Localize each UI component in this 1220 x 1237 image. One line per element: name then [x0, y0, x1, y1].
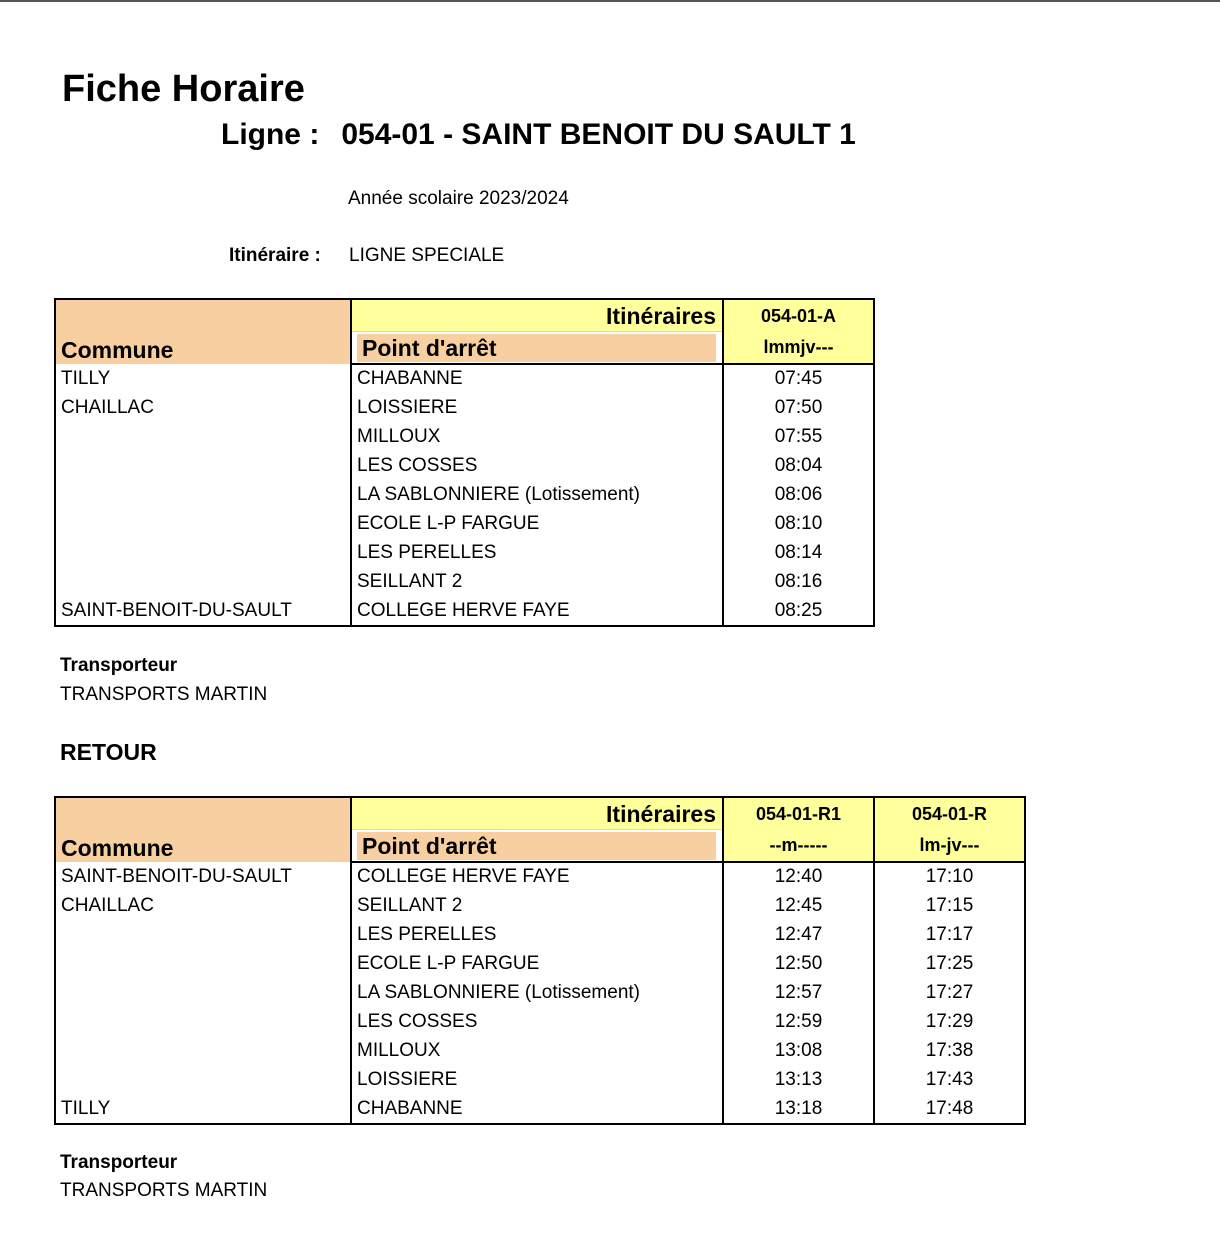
time-cell: 12:59: [723, 1007, 874, 1036]
header-row-1: [55, 797, 1025, 830]
commune-cell: [55, 1007, 351, 1036]
table-row: [55, 950, 1025, 979]
stop-cell: COLLEGE HERVE FAYE: [351, 862, 723, 892]
commune-cell: [55, 567, 351, 596]
commune-cell: [55, 979, 351, 1008]
stop-cell: LES COSSES: [351, 452, 723, 481]
time-cell: 08:16: [723, 567, 874, 596]
time-cell: 17:15: [874, 892, 1025, 921]
time-cell: 08:10: [723, 509, 874, 538]
table-row: [55, 538, 874, 567]
stop-cell: LES PERELLES: [351, 538, 723, 567]
time-cell: 17:43: [874, 1065, 1025, 1094]
table-row: [55, 596, 874, 626]
stop-cell: CHABANNE: [351, 1094, 723, 1124]
stop-cell: SEILLANT 2: [351, 567, 723, 596]
time-cell: 17:48: [874, 1094, 1025, 1124]
stop-cell: LES COSSES: [351, 1007, 723, 1036]
table-row: [55, 394, 874, 423]
commune-cell: [55, 1065, 351, 1094]
header-point-cell: [351, 830, 723, 863]
time-cell: 17:10: [874, 862, 1025, 892]
time-cell: 17:27: [874, 979, 1025, 1008]
stop-cell: MILLOUX: [351, 1036, 723, 1065]
time-cell: 07:50: [723, 394, 874, 423]
commune-cell: [55, 950, 351, 979]
page-title: Fiche Horaire: [62, 68, 305, 110]
table-row: [55, 567, 874, 596]
time-cell: 17:38: [874, 1036, 1025, 1065]
stop-cell: MILLOUX: [351, 423, 723, 452]
carrier-label-aller: Transporteur: [60, 655, 178, 676]
commune-cell: CHAILLAC: [55, 394, 351, 423]
time-cell: 13:08: [723, 1036, 874, 1065]
time-cell: 12:47: [723, 921, 874, 950]
table-row: [55, 1065, 1025, 1094]
header-commune: Commune: [55, 299, 351, 364]
stop-cell: LA SABLONNIERE (Lotissement): [351, 481, 723, 510]
commune-cell: [55, 1036, 351, 1065]
time-cell: 13:13: [723, 1065, 874, 1094]
itinerary-value: LIGNE SPECIALE: [349, 245, 505, 266]
return-heading: RETOUR: [60, 739, 157, 765]
time-cell: 07:45: [723, 364, 874, 394]
time-cell: 12:50: [723, 950, 874, 979]
time-cell: 08:04: [723, 452, 874, 481]
commune-cell: TILLY: [55, 364, 351, 394]
line-heading: [221, 118, 856, 152]
stop-cell: SEILLANT 2: [351, 892, 723, 921]
header-point-cell: [351, 332, 723, 365]
table-row: [55, 481, 874, 510]
commune-cell: CHAILLAC: [55, 892, 351, 921]
route-days: lmmjv---: [723, 332, 874, 365]
commune-cell: [55, 921, 351, 950]
route-days: --m-----: [723, 830, 874, 863]
schedule-table-aller: [54, 298, 875, 627]
schedule-table-retour: [54, 796, 1026, 1125]
table-row: [55, 921, 1025, 950]
commune-cell: SAINT-BENOIT-DU-SAULT: [55, 862, 351, 892]
time-cell: 17:25: [874, 950, 1025, 979]
table-row: [55, 892, 1025, 921]
table-row: [55, 452, 874, 481]
carrier-value-aller: TRANSPORTS MARTIN: [60, 684, 268, 705]
header-itineraires: Itinéraires: [351, 299, 723, 332]
table-row: [55, 509, 874, 538]
time-cell: 08:14: [723, 538, 874, 567]
line-value: 054-01 - SAINT BENOIT DU SAULT 1: [341, 118, 856, 151]
commune-cell: [55, 509, 351, 538]
time-cell: 13:18: [723, 1094, 874, 1124]
route-code: 054-01-R1: [723, 797, 874, 830]
stop-cell: COLLEGE HERVE FAYE: [351, 596, 723, 626]
time-cell: 07:55: [723, 423, 874, 452]
table-row: [55, 862, 1025, 892]
table-row: [55, 979, 1025, 1008]
stop-cell: LOISSIERE: [351, 394, 723, 423]
itinerary-label: Itinéraire :: [229, 245, 321, 266]
stop-cell: ECOLE L-P FARGUE: [351, 509, 723, 538]
commune-cell: [55, 423, 351, 452]
stop-cell: CHABANNE: [351, 364, 723, 394]
commune-cell: TILLY: [55, 1094, 351, 1124]
time-cell: 12:40: [723, 862, 874, 892]
route-code: 054-01-A: [723, 299, 874, 332]
stop-cell: LOISSIERE: [351, 1065, 723, 1094]
top-border: [0, 0, 1220, 2]
time-cell: 17:17: [874, 921, 1025, 950]
table-row: [55, 1007, 1025, 1036]
school-year: Année scolaire 2023/2024: [348, 188, 569, 209]
route-code: 054-01-R: [874, 797, 1025, 830]
header-row-1: [55, 299, 874, 332]
carrier-label-retour: Transporteur: [60, 1152, 178, 1173]
route-days: lm-jv---: [874, 830, 1025, 863]
carrier-value-retour: TRANSPORTS MARTIN: [60, 1180, 268, 1201]
header-point: Point d'arrêt: [357, 832, 716, 860]
commune-cell: [55, 452, 351, 481]
table-row: [55, 1036, 1025, 1065]
table-row: [55, 423, 874, 452]
header-itineraires: Itinéraires: [351, 797, 723, 830]
commune-cell: SAINT-BENOIT-DU-SAULT: [55, 596, 351, 626]
stop-cell: ECOLE L-P FARGUE: [351, 950, 723, 979]
stop-cell: LA SABLONNIERE (Lotissement): [351, 979, 723, 1008]
time-cell: 08:06: [723, 481, 874, 510]
header-commune: Commune: [55, 797, 351, 862]
header-point: Point d'arrêt: [357, 334, 716, 362]
time-cell: 17:29: [874, 1007, 1025, 1036]
commune-cell: [55, 481, 351, 510]
time-cell: 12:45: [723, 892, 874, 921]
stop-cell: LES PERELLES: [351, 921, 723, 950]
table-row: [55, 364, 874, 394]
line-label: Ligne :: [221, 118, 320, 151]
commune-cell: [55, 538, 351, 567]
time-cell: 12:57: [723, 979, 874, 1008]
table-row: [55, 1094, 1025, 1124]
time-cell: 08:25: [723, 596, 874, 626]
